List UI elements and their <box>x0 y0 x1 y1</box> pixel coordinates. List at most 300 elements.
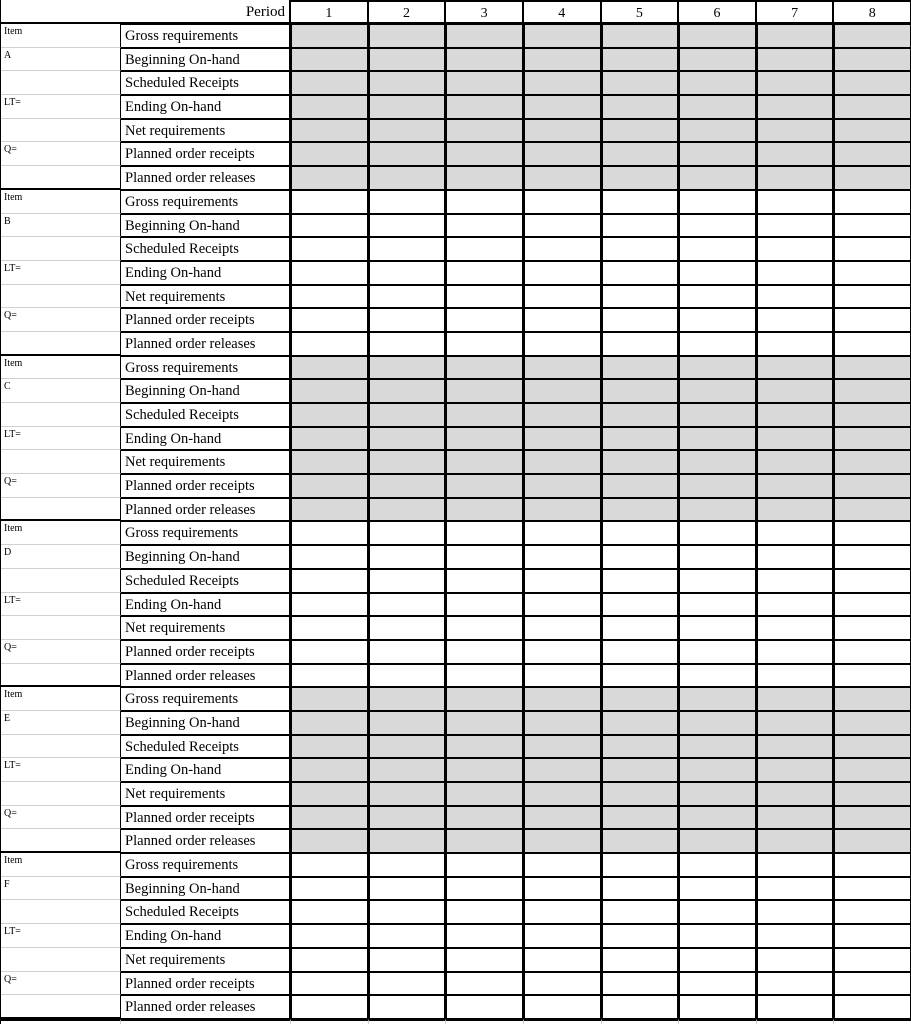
period-input-cell[interactable] <box>757 711 835 735</box>
period-input-cell[interactable] <box>602 95 680 119</box>
period-input-cell[interactable] <box>524 806 602 830</box>
period-input-cell[interactable] <box>291 237 369 261</box>
period-input-cell[interactable] <box>834 403 911 427</box>
period-input-cell[interactable] <box>524 498 602 522</box>
period-input-cell[interactable] <box>602 261 680 285</box>
period-input-cell[interactable] <box>757 616 835 640</box>
period-input-cell[interactable] <box>524 853 602 877</box>
period-input-cell[interactable] <box>524 166 602 190</box>
period-input-cell[interactable] <box>602 379 680 403</box>
period-input-cell[interactable] <box>291 356 369 380</box>
period-input-cell[interactable] <box>369 664 447 688</box>
period-input-cell[interactable] <box>834 593 911 617</box>
period-input-cell[interactable] <box>834 972 911 996</box>
period-input-cell[interactable] <box>524 237 602 261</box>
period-input-cell[interactable] <box>446 285 524 309</box>
period-input-cell[interactable] <box>446 640 524 664</box>
period-input-cell[interactable] <box>369 687 447 711</box>
period-input-cell[interactable] <box>602 569 680 593</box>
period-input-cell[interactable] <box>602 711 680 735</box>
period-input-cell[interactable] <box>834 71 911 95</box>
period-input-cell[interactable] <box>369 829 447 853</box>
period-input-cell[interactable] <box>602 190 680 214</box>
period-input-cell[interactable] <box>602 593 680 617</box>
period-input-cell[interactable] <box>834 521 911 545</box>
period-input-cell[interactable] <box>524 569 602 593</box>
period-input-cell[interactable] <box>757 214 835 238</box>
period-input-cell[interactable] <box>446 545 524 569</box>
period-input-cell[interactable] <box>446 403 524 427</box>
period-input-cell[interactable] <box>291 95 369 119</box>
period-input-cell[interactable] <box>369 71 447 95</box>
period-input-cell[interactable] <box>602 498 680 522</box>
period-input-cell[interactable] <box>291 782 369 806</box>
period-input-cell[interactable] <box>834 142 911 166</box>
period-input-cell[interactable] <box>834 545 911 569</box>
period-input-cell[interactable] <box>291 735 369 759</box>
period-input-cell[interactable] <box>834 474 911 498</box>
period-input-cell[interactable] <box>369 48 447 72</box>
period-input-cell[interactable] <box>679 948 757 972</box>
period-input-cell[interactable] <box>369 403 447 427</box>
period-input-cell[interactable] <box>757 545 835 569</box>
period-input-cell[interactable] <box>446 616 524 640</box>
period-input-cell[interactable] <box>834 214 911 238</box>
period-input-cell[interactable] <box>757 593 835 617</box>
period-input-cell[interactable] <box>291 521 369 545</box>
period-input-cell[interactable] <box>834 119 911 143</box>
period-input-cell[interactable] <box>757 782 835 806</box>
period-input-cell[interactable] <box>446 95 524 119</box>
period-input-cell[interactable] <box>757 356 835 380</box>
period-input-cell[interactable] <box>446 237 524 261</box>
period-input-cell[interactable] <box>291 450 369 474</box>
period-input-cell[interactable] <box>757 48 835 72</box>
period-input-cell[interactable] <box>446 498 524 522</box>
period-input-cell[interactable] <box>602 829 680 853</box>
period-input-cell[interactable] <box>369 806 447 830</box>
period-input-cell[interactable] <box>446 308 524 332</box>
period-input-cell[interactable] <box>369 498 447 522</box>
period-input-cell[interactable] <box>524 758 602 782</box>
period-input-cell[interactable] <box>679 142 757 166</box>
period-input-cell[interactable] <box>679 71 757 95</box>
period-input-cell[interactable] <box>834 687 911 711</box>
period-input-cell[interactable] <box>834 664 911 688</box>
period-input-cell[interactable] <box>291 806 369 830</box>
period-input-cell[interactable] <box>369 521 447 545</box>
period-input-cell[interactable] <box>291 924 369 948</box>
period-input-cell[interactable] <box>679 403 757 427</box>
period-input-cell[interactable] <box>369 142 447 166</box>
period-input-cell[interactable] <box>679 24 757 48</box>
period-input-cell[interactable] <box>834 829 911 853</box>
period-input-cell[interactable] <box>834 806 911 830</box>
period-input-cell[interactable] <box>369 332 447 356</box>
period-input-cell[interactable] <box>602 71 680 95</box>
period-input-cell[interactable] <box>446 782 524 806</box>
period-input-cell[interactable] <box>834 782 911 806</box>
period-input-cell[interactable] <box>679 308 757 332</box>
period-input-cell[interactable] <box>757 829 835 853</box>
period-input-cell[interactable] <box>291 498 369 522</box>
period-input-cell[interactable] <box>446 948 524 972</box>
period-input-cell[interactable] <box>291 24 369 48</box>
period-input-cell[interactable] <box>679 664 757 688</box>
period-input-cell[interactable] <box>834 900 911 924</box>
period-input-cell[interactable] <box>369 285 447 309</box>
period-input-cell[interactable] <box>446 900 524 924</box>
period-input-cell[interactable] <box>602 782 680 806</box>
period-input-cell[interactable] <box>524 308 602 332</box>
period-input-cell[interactable] <box>524 782 602 806</box>
period-input-cell[interactable] <box>834 948 911 972</box>
period-input-cell[interactable] <box>446 877 524 901</box>
period-input-cell[interactable] <box>757 95 835 119</box>
period-input-cell[interactable] <box>834 190 911 214</box>
period-input-cell[interactable] <box>291 119 369 143</box>
period-input-cell[interactable] <box>757 664 835 688</box>
period-input-cell[interactable] <box>524 95 602 119</box>
period-input-cell[interactable] <box>834 427 911 451</box>
period-input-cell[interactable] <box>602 450 680 474</box>
period-input-cell[interactable] <box>369 758 447 782</box>
period-input-cell[interactable] <box>679 261 757 285</box>
period-input-cell[interactable] <box>524 545 602 569</box>
period-input-cell[interactable] <box>602 664 680 688</box>
period-input-cell[interactable] <box>446 214 524 238</box>
period-input-cell[interactable] <box>602 427 680 451</box>
period-input-cell[interactable] <box>834 308 911 332</box>
period-input-cell[interactable] <box>679 972 757 996</box>
period-input-cell[interactable] <box>369 356 447 380</box>
period-input-cell[interactable] <box>369 190 447 214</box>
period-input-cell[interactable] <box>369 995 447 1019</box>
period-input-cell[interactable] <box>291 593 369 617</box>
period-input-cell[interactable] <box>369 308 447 332</box>
period-input-cell[interactable] <box>446 261 524 285</box>
period-input-cell[interactable] <box>757 806 835 830</box>
period-input-cell[interactable] <box>757 403 835 427</box>
period-input-cell[interactable] <box>291 664 369 688</box>
period-input-cell[interactable] <box>369 261 447 285</box>
period-input-cell[interactable] <box>291 972 369 996</box>
period-input-cell[interactable] <box>369 640 447 664</box>
period-input-cell[interactable] <box>834 48 911 72</box>
period-input-cell[interactable] <box>679 593 757 617</box>
period-input-cell[interactable] <box>602 735 680 759</box>
period-input-cell[interactable] <box>524 948 602 972</box>
period-input-cell[interactable] <box>291 403 369 427</box>
period-input-cell[interactable] <box>446 356 524 380</box>
period-input-cell[interactable] <box>291 687 369 711</box>
period-input-cell[interactable] <box>446 664 524 688</box>
period-input-cell[interactable] <box>602 474 680 498</box>
period-input-cell[interactable] <box>446 758 524 782</box>
period-input-cell[interactable] <box>679 48 757 72</box>
period-input-cell[interactable] <box>757 853 835 877</box>
period-input-cell[interactable] <box>602 687 680 711</box>
period-input-cell[interactable] <box>369 972 447 996</box>
period-input-cell[interactable] <box>757 498 835 522</box>
period-input-cell[interactable] <box>757 569 835 593</box>
period-input-cell[interactable] <box>446 593 524 617</box>
period-input-cell[interactable] <box>834 758 911 782</box>
period-input-cell[interactable] <box>602 285 680 309</box>
period-input-cell[interactable] <box>446 474 524 498</box>
period-input-cell[interactable] <box>757 900 835 924</box>
period-input-cell[interactable] <box>757 972 835 996</box>
period-input-cell[interactable] <box>757 758 835 782</box>
period-input-cell[interactable] <box>446 735 524 759</box>
period-input-cell[interactable] <box>602 640 680 664</box>
period-input-cell[interactable] <box>602 332 680 356</box>
period-input-cell[interactable] <box>524 900 602 924</box>
period-input-cell[interactable] <box>369 214 447 238</box>
period-input-cell[interactable] <box>369 24 447 48</box>
period-input-cell[interactable] <box>291 427 369 451</box>
period-input-cell[interactable] <box>369 427 447 451</box>
period-input-cell[interactable] <box>679 924 757 948</box>
period-input-cell[interactable] <box>369 166 447 190</box>
period-input-cell[interactable] <box>834 498 911 522</box>
period-input-cell[interactable] <box>524 972 602 996</box>
period-input-cell[interactable] <box>757 521 835 545</box>
period-input-cell[interactable] <box>291 569 369 593</box>
period-input-cell[interactable] <box>679 640 757 664</box>
period-input-cell[interactable] <box>524 403 602 427</box>
period-input-cell[interactable] <box>369 545 447 569</box>
period-input-cell[interactable] <box>524 640 602 664</box>
period-input-cell[interactable] <box>602 142 680 166</box>
period-input-cell[interactable] <box>446 379 524 403</box>
period-input-cell[interactable] <box>291 758 369 782</box>
period-input-cell[interactable] <box>679 119 757 143</box>
period-input-cell[interactable] <box>834 261 911 285</box>
period-input-cell[interactable] <box>679 356 757 380</box>
period-input-cell[interactable] <box>369 237 447 261</box>
period-input-cell[interactable] <box>602 214 680 238</box>
period-input-cell[interactable] <box>679 687 757 711</box>
period-input-cell[interactable] <box>369 95 447 119</box>
period-input-cell[interactable] <box>369 711 447 735</box>
period-input-cell[interactable] <box>369 616 447 640</box>
period-input-cell[interactable] <box>679 190 757 214</box>
period-input-cell[interactable] <box>446 569 524 593</box>
period-input-cell[interactable] <box>602 924 680 948</box>
period-input-cell[interactable] <box>524 450 602 474</box>
period-input-cell[interactable] <box>524 474 602 498</box>
period-input-cell[interactable] <box>679 806 757 830</box>
period-input-cell[interactable] <box>291 877 369 901</box>
period-input-cell[interactable] <box>834 877 911 901</box>
period-input-cell[interactable] <box>291 71 369 95</box>
period-input-cell[interactable] <box>757 24 835 48</box>
period-input-cell[interactable] <box>834 332 911 356</box>
period-input-cell[interactable] <box>757 924 835 948</box>
period-input-cell[interactable] <box>679 498 757 522</box>
period-input-cell[interactable] <box>602 616 680 640</box>
period-input-cell[interactable] <box>757 640 835 664</box>
period-input-cell[interactable] <box>291 545 369 569</box>
period-input-cell[interactable] <box>679 521 757 545</box>
period-input-cell[interactable] <box>446 71 524 95</box>
period-input-cell[interactable] <box>446 806 524 830</box>
period-input-cell[interactable] <box>834 166 911 190</box>
period-input-cell[interactable] <box>834 711 911 735</box>
period-input-cell[interactable] <box>369 119 447 143</box>
period-input-cell[interactable] <box>524 119 602 143</box>
period-input-cell[interactable] <box>679 474 757 498</box>
period-input-cell[interactable] <box>524 24 602 48</box>
period-input-cell[interactable] <box>446 687 524 711</box>
period-input-cell[interactable] <box>446 829 524 853</box>
period-input-cell[interactable] <box>757 332 835 356</box>
period-input-cell[interactable] <box>602 948 680 972</box>
period-input-cell[interactable] <box>757 948 835 972</box>
period-input-cell[interactable] <box>446 332 524 356</box>
period-input-cell[interactable] <box>524 877 602 901</box>
period-input-cell[interactable] <box>524 142 602 166</box>
period-input-cell[interactable] <box>291 900 369 924</box>
period-input-cell[interactable] <box>834 924 911 948</box>
period-input-cell[interactable] <box>291 995 369 1019</box>
period-input-cell[interactable] <box>524 521 602 545</box>
period-input-cell[interactable] <box>291 474 369 498</box>
period-input-cell[interactable] <box>757 190 835 214</box>
period-input-cell[interactable] <box>369 782 447 806</box>
period-input-cell[interactable] <box>291 166 369 190</box>
period-input-cell[interactable] <box>679 95 757 119</box>
period-input-cell[interactable] <box>679 569 757 593</box>
period-input-cell[interactable] <box>602 806 680 830</box>
period-input-cell[interactable] <box>679 711 757 735</box>
period-input-cell[interactable] <box>602 545 680 569</box>
period-input-cell[interactable] <box>834 356 911 380</box>
period-input-cell[interactable] <box>834 640 911 664</box>
period-input-cell[interactable] <box>524 190 602 214</box>
period-input-cell[interactable] <box>834 853 911 877</box>
period-input-cell[interactable] <box>757 427 835 451</box>
period-input-cell[interactable] <box>602 356 680 380</box>
period-input-cell[interactable] <box>679 379 757 403</box>
period-input-cell[interactable] <box>602 900 680 924</box>
period-input-cell[interactable] <box>679 995 757 1019</box>
period-input-cell[interactable] <box>834 616 911 640</box>
period-input-cell[interactable] <box>524 616 602 640</box>
period-input-cell[interactable] <box>524 332 602 356</box>
period-input-cell[interactable] <box>524 924 602 948</box>
period-input-cell[interactable] <box>757 877 835 901</box>
period-input-cell[interactable] <box>757 261 835 285</box>
period-input-cell[interactable] <box>524 48 602 72</box>
period-input-cell[interactable] <box>291 48 369 72</box>
period-input-cell[interactable] <box>446 190 524 214</box>
period-input-cell[interactable] <box>369 450 447 474</box>
period-input-cell[interactable] <box>524 356 602 380</box>
period-input-cell[interactable] <box>291 829 369 853</box>
period-input-cell[interactable] <box>834 450 911 474</box>
period-input-cell[interactable] <box>757 995 835 1019</box>
period-input-cell[interactable] <box>369 924 447 948</box>
period-input-cell[interactable] <box>757 450 835 474</box>
period-input-cell[interactable] <box>679 782 757 806</box>
period-input-cell[interactable] <box>679 237 757 261</box>
period-input-cell[interactable] <box>369 474 447 498</box>
period-input-cell[interactable] <box>446 995 524 1019</box>
period-input-cell[interactable] <box>524 687 602 711</box>
period-input-cell[interactable] <box>291 640 369 664</box>
period-input-cell[interactable] <box>524 379 602 403</box>
period-input-cell[interactable] <box>602 521 680 545</box>
period-input-cell[interactable] <box>757 285 835 309</box>
period-input-cell[interactable] <box>834 735 911 759</box>
period-input-cell[interactable] <box>679 735 757 759</box>
period-input-cell[interactable] <box>369 569 447 593</box>
period-input-cell[interactable] <box>446 166 524 190</box>
period-input-cell[interactable] <box>446 711 524 735</box>
period-input-cell[interactable] <box>291 711 369 735</box>
period-input-cell[interactable] <box>291 214 369 238</box>
period-input-cell[interactable] <box>291 285 369 309</box>
period-input-cell[interactable] <box>291 308 369 332</box>
period-input-cell[interactable] <box>291 142 369 166</box>
period-input-cell[interactable] <box>679 427 757 451</box>
period-input-cell[interactable] <box>757 687 835 711</box>
period-input-cell[interactable] <box>602 24 680 48</box>
period-input-cell[interactable] <box>757 474 835 498</box>
period-input-cell[interactable] <box>524 261 602 285</box>
period-input-cell[interactable] <box>602 972 680 996</box>
period-input-cell[interactable] <box>679 853 757 877</box>
period-input-cell[interactable] <box>679 616 757 640</box>
period-input-cell[interactable] <box>291 616 369 640</box>
period-input-cell[interactable] <box>446 924 524 948</box>
period-input-cell[interactable] <box>834 569 911 593</box>
period-input-cell[interactable] <box>757 142 835 166</box>
period-input-cell[interactable] <box>602 758 680 782</box>
period-input-cell[interactable] <box>524 735 602 759</box>
period-input-cell[interactable] <box>602 995 680 1019</box>
period-input-cell[interactable] <box>446 24 524 48</box>
period-input-cell[interactable] <box>679 545 757 569</box>
period-input-cell[interactable] <box>291 261 369 285</box>
period-input-cell[interactable] <box>291 948 369 972</box>
period-input-cell[interactable] <box>369 735 447 759</box>
period-input-cell[interactable] <box>446 119 524 143</box>
period-input-cell[interactable] <box>757 735 835 759</box>
period-input-cell[interactable] <box>524 593 602 617</box>
period-input-cell[interactable] <box>679 758 757 782</box>
period-input-cell[interactable] <box>679 877 757 901</box>
period-input-cell[interactable] <box>291 853 369 877</box>
period-input-cell[interactable] <box>834 24 911 48</box>
period-input-cell[interactable] <box>369 948 447 972</box>
period-input-cell[interactable] <box>446 450 524 474</box>
period-input-cell[interactable] <box>834 237 911 261</box>
period-input-cell[interactable] <box>446 972 524 996</box>
period-input-cell[interactable] <box>602 119 680 143</box>
period-input-cell[interactable] <box>679 285 757 309</box>
period-input-cell[interactable] <box>291 379 369 403</box>
period-input-cell[interactable] <box>369 853 447 877</box>
period-input-cell[interactable] <box>679 829 757 853</box>
period-input-cell[interactable] <box>602 403 680 427</box>
period-input-cell[interactable] <box>834 285 911 309</box>
period-input-cell[interactable] <box>369 877 447 901</box>
period-input-cell[interactable] <box>757 71 835 95</box>
period-input-cell[interactable] <box>602 308 680 332</box>
